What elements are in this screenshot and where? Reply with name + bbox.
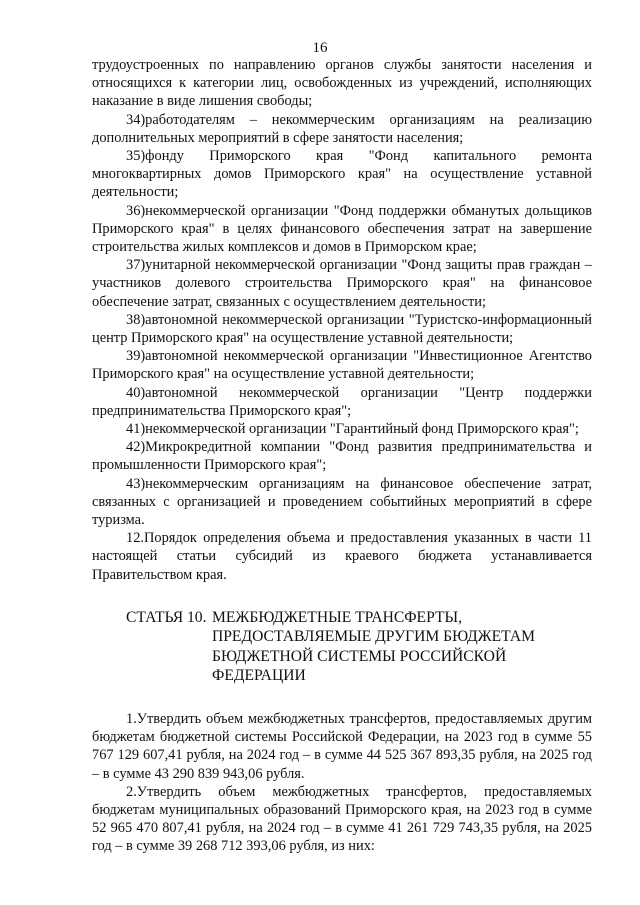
paragraph: трудоустроенных по направлению органов службы занятости населения и относящихся к категории лиц, освобожденных из учреждений, исполняющих наказание в виде лишения свободы; <box>92 57 592 110</box>
list-item-37: 37)унитарной некоммерческой организации "Фонд защиты прав граждан – участников долевого строительства Приморского края" на финансовое обеспечение затрат, связанных с осуществлением деятельности; <box>92 257 592 310</box>
list-item-34: 34)работодателям – некоммерческим организациям на реализацию дополнительных мероприятий в сфере занятости населения; <box>92 111 592 146</box>
article-title-line: ФЕДЕРАЦИИ <box>212 667 306 685</box>
list-item-36: 36)некоммерческой организации "Фонд поддержки обманутых дольщиков Приморского края" в целях финансового обеспечения затрат на завершение строительства жилых комплексов и домов в Приморском крае; <box>92 202 592 256</box>
article-title-line: МЕЖБЮДЖЕТНЫЕ ТРАНСФЕРТЫ, <box>212 608 462 626</box>
article-label: СТАТЬЯ 10. <box>126 608 207 626</box>
list-item-35: 35)фонду Приморского края "Фонд капитального ремонта многоквартирных домов Приморского края" на осуществление уставной деятельности; <box>92 148 592 201</box>
list-item-38: 38)автономной некоммерческой организации "Туристско-информационный центр Приморского края" на осуществление уставной деятельности; <box>92 311 592 347</box>
document-body <box>92 56 592 856</box>
page-number: 16 <box>312 40 328 56</box>
list-item-43: 43)некоммерческим организациям на финансовое обеспечение затрат, связанных с организацией и проведением событийных мероприятий в сфере туризма. <box>92 475 592 529</box>
list-item-41: 41)некоммерческой организации "Гарантийный фонд Приморского края"; <box>126 421 579 438</box>
article-heading <box>92 608 592 686</box>
article-paragraph-1: 1.Утвердить объем межбюджетных трансфертов, предоставляемых другим бюджетам бюджетной системы Российской Федерации, на 2023 год в сумме 55 767 129 607,41 рубля, на 2024 год – в сумме 44 525 367 893,35 рубля, на 2025 год – в сумме 43 290 839 943,06 рубля. <box>92 710 592 782</box>
article-title-line: ПРЕДОСТАВЛЯЕМЫЕ ДРУГИМ БЮДЖЕТАМ <box>212 628 535 646</box>
list-item-42: 42)Микрокредитной компании "Фонд развития предпринимательства и промышленности Приморского края"; <box>92 439 592 474</box>
article-title <box>212 608 542 686</box>
paragraph-12: 12.Порядок определения объема и предоставления указанных в части 11 настоящей статьи субсидий из краевого бюджета устанавливается Правительством края. <box>92 530 592 583</box>
article-title-line: БЮДЖЕТНОЙ СИСТЕМЫ РОССИЙСКОЙ <box>212 647 507 665</box>
list-item-40: 40)автономной некоммерческой организации "Центр поддержки предпринимательства Приморского края"; <box>92 384 592 419</box>
list-item-39: 39)автономной некоммерческой организации "Инвестиционное Агентство Приморского края" на осуществление уставной деятельности; <box>92 348 592 383</box>
article-paragraph-2: 2.Утвердить объем межбюджетных трансфертов, предоставляемых бюджетам муниципальных образований Приморского края, на 2023 год в сумме 52 965 470 807,41 рубля, на 2024 год – в сумме 41 261 729 743,35 рубля, на 2025 год – в сумме 39 268 712 393,06 рубля, из них: <box>92 783 592 855</box>
spacer <box>92 686 592 710</box>
